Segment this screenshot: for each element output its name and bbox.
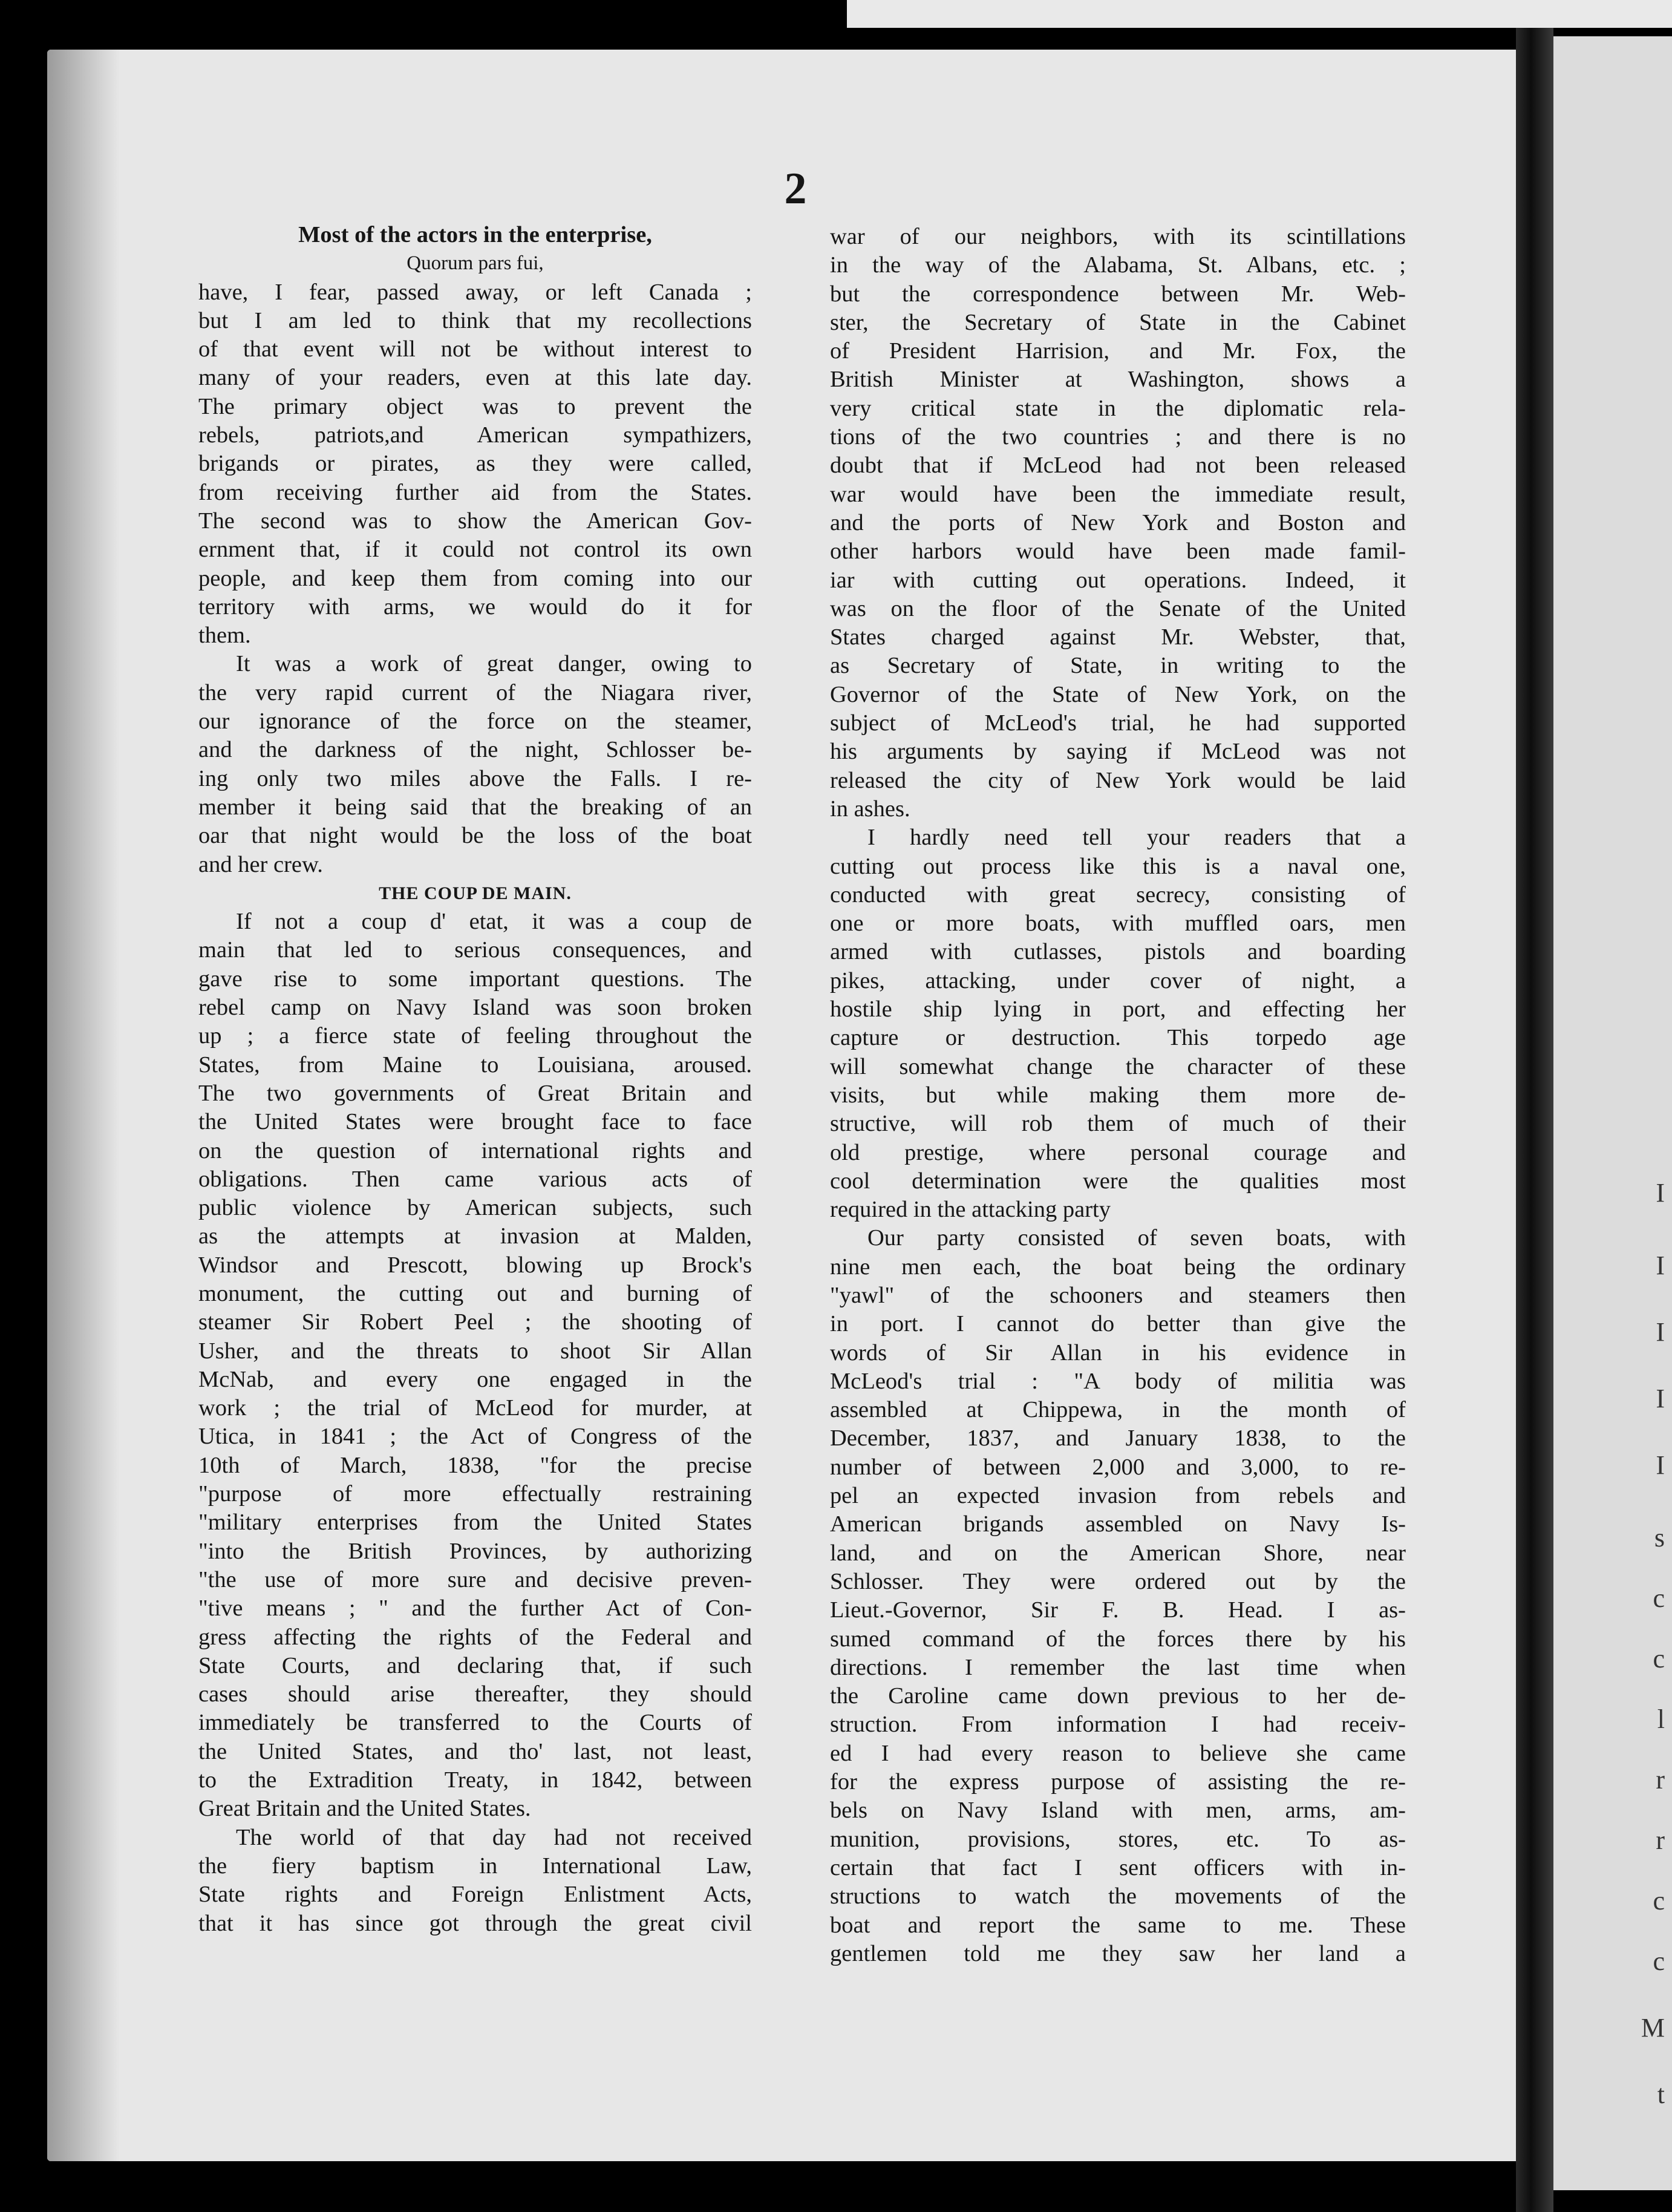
text-line: land, and on the American Shore, near	[830, 1540, 1406, 1566]
text-line: main that led to serious consequences, and	[198, 937, 752, 963]
text-line: structive, will rob them of much of their	[830, 1111, 1406, 1137]
text-line: words of Sir Allan in his evidence in	[830, 1340, 1406, 1366]
facing-page-letter: c	[1653, 1886, 1665, 1916]
text-line: Lieut.-Governor, Sir F. B. Head. I as-	[830, 1597, 1406, 1623]
text-line: Great Britain and the United States.	[198, 1796, 531, 1822]
text-line: pikes, attacking, under cover of night, a	[830, 967, 1406, 993]
text-line: monument, the cutting out and burning of	[198, 1280, 752, 1306]
text-line: number of between 2,000 and 3,000, to re-	[830, 1454, 1406, 1480]
text-line: assembled at Chippewa, in the month of	[830, 1397, 1406, 1423]
text-line: territory with arms, we would do it for	[198, 594, 752, 620]
text-line: the Caroline came down previous to her de-	[830, 1683, 1406, 1709]
text-line: work ; the trial of McLeod for murder, at	[198, 1395, 752, 1421]
text-line: Windsor and Prescott, blowing up Brock's	[198, 1252, 752, 1278]
text-line: war would have been the immediate result,	[830, 481, 1406, 507]
text-line: to the Extradition Treaty, in 1842, between	[198, 1767, 752, 1793]
text-line: steamer Sir Robert Peel ; the shooting of	[198, 1309, 752, 1335]
text-line: struction. From information I had receiv-	[830, 1712, 1406, 1738]
text-line: 10th of March, 1838, "for the precise	[198, 1452, 752, 1478]
text-line: directions. I remember the last time when	[830, 1654, 1406, 1680]
text-line: the United States were brought face to face	[198, 1109, 752, 1135]
text-line: State rights and Foreign Enlistment Acts,	[198, 1882, 752, 1908]
text-line: other harbors would have been made famil-	[830, 538, 1406, 564]
text-line: British Minister at Washington, shows a	[830, 367, 1406, 393]
text-line: McLeod's trial : "A body of militia was	[830, 1368, 1406, 1394]
text-line: people, and keep them from coming into our	[198, 565, 752, 591]
text-line: war of our neighbors, with its scintillations	[830, 224, 1406, 249]
right-text-column	[830, 223, 1406, 1968]
text-line: ed I had every reason to believe she came	[830, 1740, 1406, 1766]
text-line: Schlosser. They were ordered out by the	[830, 1568, 1406, 1594]
text-line: bels on Navy Island with men, arms, am-	[830, 1798, 1406, 1824]
text-line: in the way of the Alabama, St. Albans, etc. ;	[830, 252, 1406, 278]
text-line: one or more boats, with muffled oars, men	[830, 911, 1406, 937]
text-line: December, 1837, and January 1838, to the	[830, 1425, 1406, 1451]
text-line: structions to watch the movements of the	[830, 1883, 1406, 1909]
text-line: but I am led to think that my recollections	[198, 307, 752, 333]
text-line: sumed command of the forces there by his	[830, 1626, 1406, 1652]
facing-page-letter: I	[1656, 1317, 1665, 1347]
text-line: in ashes.	[830, 796, 910, 822]
text-line: up ; a fierce state of feeling throughout the	[198, 1023, 752, 1049]
text-line: The second was to show the American Gov-	[198, 508, 752, 534]
text-line: nine men each, the boat being the ordinary	[830, 1254, 1406, 1280]
book-spine	[1516, 28, 1553, 2212]
facing-page-letter: c	[1653, 1583, 1665, 1613]
text-line: States, from Maine to Louisiana, aroused.	[198, 1052, 752, 1078]
text-line: oar that night would be the loss of the boat	[198, 823, 752, 849]
text-line: I hardly need tell your readers that a	[867, 825, 1406, 851]
text-line: It was a work of great danger, owing to	[236, 651, 752, 677]
text-line: released the city of New York would be laid	[830, 767, 1406, 793]
text-line: on the question of international rights and	[198, 1137, 752, 1163]
text-line: and her crew.	[198, 851, 323, 877]
text-line: for the express purpose of assisting the re-	[830, 1769, 1406, 1795]
facing-page-letter: c	[1653, 1946, 1665, 1976]
text-line: capture or destruction. This torpedo age	[830, 1025, 1406, 1051]
text-line: "yawl" of the schooners and steamers then	[830, 1282, 1406, 1308]
facing-page-letter: I	[1656, 1251, 1665, 1280]
text-line: the fiery baptism in International Law,	[198, 1853, 752, 1879]
text-line: was on the floor of the Senate of the United	[830, 595, 1406, 621]
text-line: from receiving further aid from the States.	[198, 479, 752, 505]
page-gutter-shadow	[47, 50, 120, 2161]
text-line: and the ports of New York and Boston and	[830, 509, 1406, 535]
text-line: gentlemen told me they saw her land a	[830, 1940, 1406, 1966]
text-line: armed with cutlasses, pistols and boarding	[830, 939, 1406, 965]
text-line: subject of McLeod's trial, he had supported	[830, 710, 1406, 736]
facing-page-letter: I	[1656, 1178, 1665, 1208]
text-line: McNab, and every one engaged in the	[198, 1366, 752, 1392]
text-line: them.	[198, 623, 251, 649]
facing-page-letter: I	[1656, 1450, 1665, 1480]
text-line: munition, provisions, stores, etc. To as-	[830, 1826, 1406, 1852]
text-line: and the darkness of the night, Schlosser be-	[198, 737, 752, 763]
text-line: American brigands assembled on Navy Is-	[830, 1511, 1406, 1537]
text-line: boat and report the same to me. These	[830, 1912, 1406, 1938]
text-line: Utica, in 1841 ; the Act of Congress of the	[198, 1424, 752, 1450]
text-line: of President Harrision, and Mr. Fox, the	[830, 338, 1406, 364]
text-line: very critical state in the diplomatic rela-	[830, 395, 1406, 421]
text-line: but the correspondence between Mr. Web-	[830, 281, 1406, 307]
text-line: member it being said that the breaking of an	[198, 794, 752, 820]
text-line: "the use of more sure and decisive preven-	[198, 1566, 752, 1592]
left-text-column	[198, 221, 752, 1938]
text-line: The primary object was to prevent the	[198, 393, 752, 419]
facing-page-letter: M	[1641, 2013, 1665, 2043]
facing-page-letter: r	[1656, 1765, 1665, 1795]
text-line: gress affecting the rights of the Federal and	[198, 1624, 752, 1650]
text-line: cool determination were the qualities most	[830, 1168, 1406, 1194]
facing-page-letter: s	[1654, 1523, 1665, 1553]
text-line: doubt that if McLeod had not been released	[830, 453, 1406, 479]
text-line: the United States, and tho' last, not least,	[198, 1738, 752, 1764]
text-line: Most of the actors in the enterprise,	[298, 222, 652, 247]
text-line: "purpose of more effectually restraining	[198, 1481, 752, 1507]
text-line: rebel camp on Navy Island was soon broken	[198, 995, 752, 1021]
text-line: The world of that day had not received	[236, 1824, 752, 1850]
text-line: pel an expected invasion from rebels and	[830, 1483, 1406, 1509]
text-line: the very rapid current of the Niagara river,	[198, 679, 752, 705]
text-line: ster, the Secretary of State in the Cabinet	[830, 309, 1406, 335]
text-line: cutting out process like this is a naval one,	[830, 853, 1406, 879]
text-line: cases should arise thereafter, they should	[198, 1681, 752, 1707]
page-number: 2	[784, 164, 807, 214]
text-line: tions of the two countries ; and there is no	[830, 424, 1406, 450]
text-line: visits, but while making them more de-	[830, 1082, 1406, 1108]
facing-page-letter: r	[1656, 1825, 1665, 1855]
text-line: The two governments of Great Britain and	[198, 1080, 752, 1106]
text-line: required in the attacking party	[830, 1197, 1111, 1223]
text-line: ernment that, if it could not control its own	[198, 537, 752, 563]
text-line: obligations. Then came various acts of	[198, 1166, 752, 1192]
text-line: in port. I cannot do better than give the	[830, 1311, 1406, 1337]
facing-page-letter: I	[1656, 1384, 1665, 1413]
text-line: "tive means ; " and the further Act of Con-	[198, 1595, 752, 1621]
text-line: many of your readers, even at this late day.	[198, 365, 752, 391]
text-line: Quorum pars fui,	[407, 252, 544, 275]
text-line: iar with cutting out operations. Indeed, it	[830, 567, 1406, 593]
text-line: hostile ship lying in port, and effecting her	[830, 996, 1406, 1023]
text-line: public violence by American subjects, such	[198, 1195, 752, 1221]
facing-page-letter: c	[1653, 1644, 1665, 1674]
facing-page-letter: t	[1657, 2079, 1665, 2109]
text-line: as the attempts at invasion at Malden,	[198, 1223, 752, 1249]
text-line: of that event will not be without interest to	[198, 336, 752, 362]
section-heading: THE COUP DE MAIN.	[379, 883, 572, 903]
text-line: his arguments by saying if McLeod was not	[830, 739, 1406, 765]
text-line: brigands or pirates, as they were called,	[198, 451, 752, 477]
text-line: certain that fact I sent officers with in-	[830, 1854, 1406, 1880]
facing-page-letter: l	[1657, 1704, 1665, 1734]
text-line: ing only two miles above the Falls. I re-	[198, 765, 752, 791]
text-line: State Courts, and declaring that, if such	[198, 1652, 752, 1678]
text-line: States charged against Mr. Webster, that,	[830, 624, 1406, 650]
text-line: Our party consisted of seven boats, with	[867, 1225, 1406, 1251]
facing-page-edge	[1549, 36, 1672, 2190]
text-line: Governor of the State of New York, on the	[830, 681, 1406, 707]
text-line: rebels, patriots,and American sympathizers,	[198, 422, 752, 448]
text-line: gave rise to some important questions. The	[198, 966, 752, 992]
top-edge-strip	[847, 0, 1672, 28]
text-line: old prestige, where personal courage and	[830, 1139, 1406, 1165]
text-line: immediately be transferred to the Courts of	[198, 1710, 752, 1736]
text-line: "into the British Provinces, by authorizing	[198, 1538, 752, 1564]
text-line: that it has since got through the great civil	[198, 1910, 752, 1936]
text-line: If not a coup d' etat, it was a coup de	[236, 909, 752, 935]
text-line: Usher, and the threats to shoot Sir Allan	[198, 1338, 752, 1364]
text-line: our ignorance of the force on the steamer,	[198, 708, 752, 735]
text-line: have, I fear, passed away, or left Canada ;	[198, 279, 752, 305]
text-line: "military enterprises from the United States	[198, 1510, 752, 1536]
text-line: will somewhat change the character of these	[830, 1053, 1406, 1079]
text-line: as Secretary of State, in writing to the	[830, 653, 1406, 679]
text-line: conducted with great secrecy, consisting of	[830, 882, 1406, 908]
